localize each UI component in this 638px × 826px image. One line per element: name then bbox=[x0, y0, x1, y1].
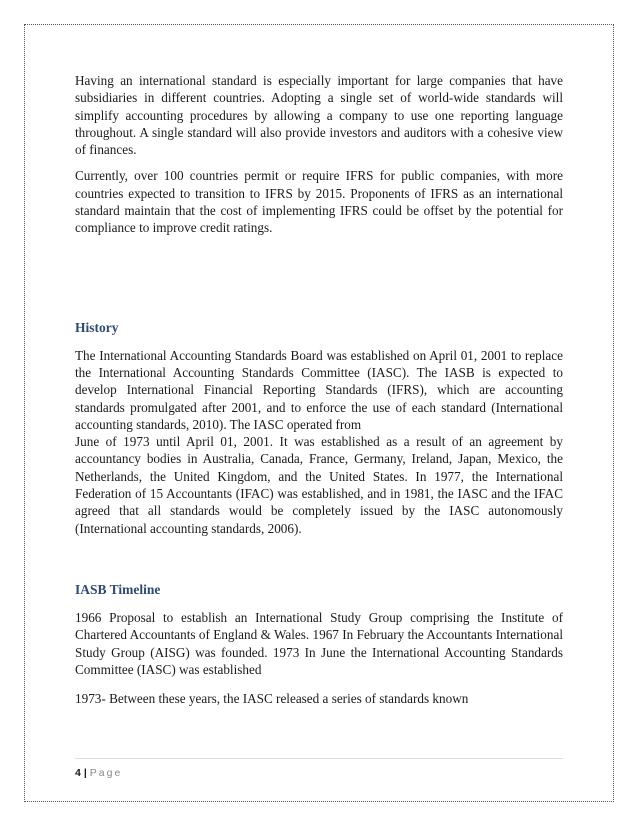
intro-paragraph-1: Having an international standard is especially important for large companies that have subsidiaries in different countries. Adopting a single set of world-wide standards will simplify accounting procedures by allowing a company to use one reporting language throughout. A single standard will also provide investors and auditors with a cohesive view of finances. bbox=[75, 73, 563, 158]
footer-separator: | bbox=[83, 767, 87, 779]
timeline-paragraph-2: 1973- Between these years, the IASC released a series of standards known bbox=[75, 691, 469, 707]
intro-paragraph-2: Currently, over 100 countries permit or require IFRS for public companies, with more countries expected to transition to IFRS by 2015. Proponents of IFRS as an international standard maintain that the cost of implementing IFRS could be offset by the potential for compliance to improve credit ratings. bbox=[75, 168, 563, 236]
page-footer bbox=[75, 758, 563, 780]
timeline-paragraph-1: 1966 Proposal to establish an International Study Group comprising the Institute of Chartered Accountants of England & Wales. 1967 In February the Accountants International Study Group (AISG) was founded. 1973 In June the International Accounting Standards Committee (IASC) was established bbox=[75, 609, 563, 677]
document-body bbox=[75, 72, 563, 707]
history-paragraph-1: The International Accounting Standards Board was established on April 01, 2001 to replace the International Accounting Standards Committee (IASC). The IASB is expected to develop International Financial Reporting Standards (IFRS), which are accounting standards promulgated after 2001, and to enforce the use of each standard (International accounting standards, 2010). The IASC operated from bbox=[75, 347, 563, 432]
timeline-heading: IASB Timeline bbox=[75, 581, 161, 597]
history-heading: History bbox=[75, 319, 119, 335]
page-label: Page bbox=[89, 767, 123, 779]
page-number: 4 bbox=[75, 767, 81, 779]
history-paragraph-2: June of 1973 until April 01, 2001. It was established as a result of an agreement by accountancy bodies in Australia, Canada, France, Germany, Ireland, Japan, Mexico, the Netherlands, the United Kingdom, and the United States. In 1977, the International Federation of 15 Accountants (IFAC) was established, and in 1981, the IASC and the IFAC agreed that all standards would be completely issued by the IASC autonomously (International accounting standards, 2006). bbox=[75, 434, 563, 536]
